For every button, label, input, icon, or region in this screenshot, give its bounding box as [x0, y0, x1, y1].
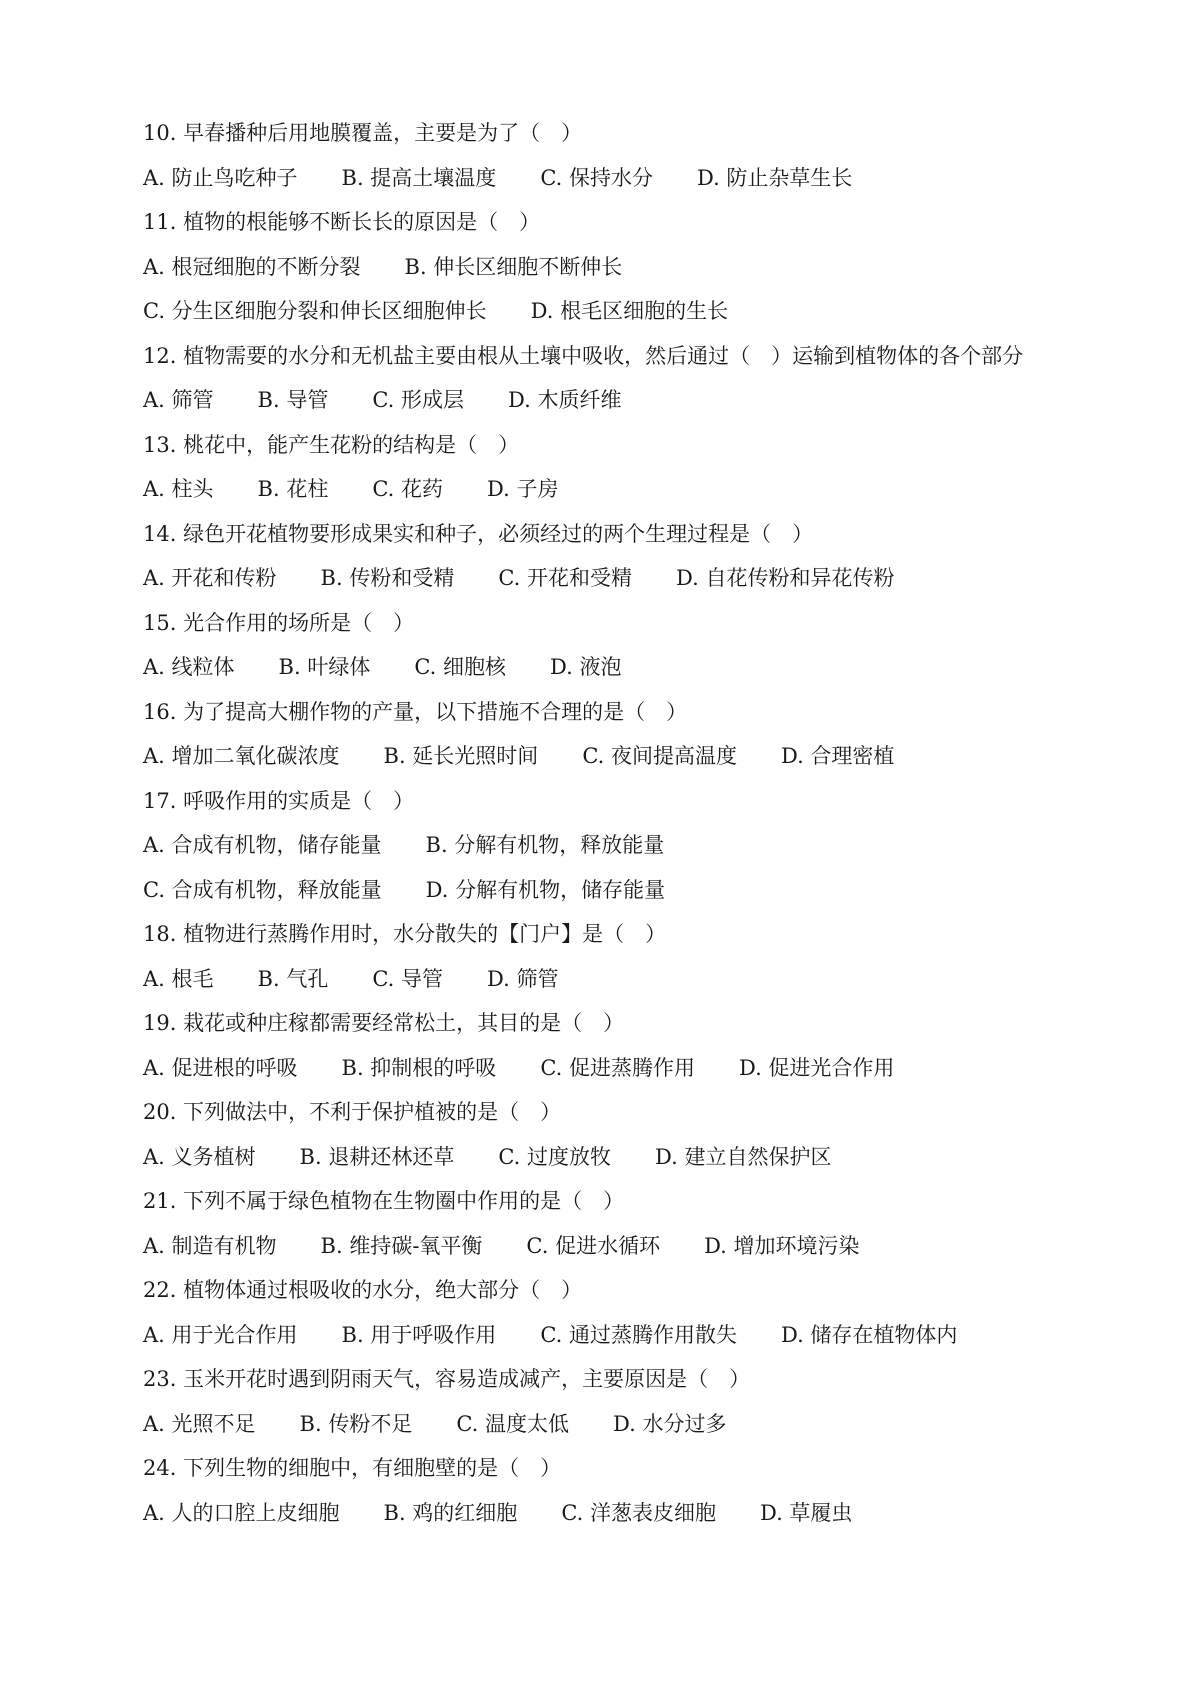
answer-option: C. 细胞核 — [414, 655, 506, 679]
answer-option: C. 温度太低 — [456, 1411, 569, 1436]
answer-option: A. 防止鸟吃种子 — [143, 165, 298, 190]
answer-option: D. 根毛区细胞的生长 — [530, 299, 729, 323]
answer-option: D. 自花传粉和异花传粉 — [676, 566, 895, 590]
question-block — [143, 1179, 1063, 1268]
answer-option: B. 导管 — [257, 388, 329, 412]
question-block — [143, 111, 1063, 200]
question-stem: 12. 植物需要的水分和无机盐主要由根从土壤中吸收，然后通过（ ）运输到植物体的各个部分 — [143, 343, 1024, 368]
question-block — [143, 601, 1063, 690]
option-row — [143, 1402, 1063, 1447]
option-row — [143, 156, 1063, 201]
question-block — [143, 1268, 1063, 1357]
answer-option: B. 分解有机物，释放能量 — [425, 833, 665, 857]
option-row — [143, 1313, 1063, 1358]
question-block — [143, 423, 1063, 512]
answer-option: A. 柱头 — [143, 477, 214, 501]
answer-option: B. 叶绿体 — [278, 655, 371, 679]
answer-option: B. 鸡的红细胞 — [383, 1500, 518, 1525]
answer-option: B. 伸长区细胞不断伸长 — [404, 254, 623, 279]
question-stem: 11. 植物的根能够不断长长的原因是（ ） — [143, 210, 541, 234]
option-row — [143, 957, 1063, 1002]
answer-option: A. 制造有机物 — [143, 1233, 277, 1258]
question-stem: 24. 下列生物的细胞中，有细胞壁的是（ ） — [143, 1456, 562, 1480]
answer-option: C. 开花和受精 — [498, 566, 632, 590]
answer-option: C. 过度放牧 — [498, 1144, 611, 1169]
option-row — [143, 1224, 1063, 1269]
answer-option: D. 子房 — [487, 477, 559, 501]
answer-option: C. 形成层 — [372, 388, 464, 412]
answer-option: B. 提高土壤温度 — [341, 165, 497, 190]
exam-page — [143, 111, 1063, 1535]
answer-option: D. 水分过多 — [613, 1411, 727, 1436]
answer-option: A. 线粒体 — [143, 655, 235, 679]
answer-option: A. 促进根的呼吸 — [143, 1055, 298, 1080]
answer-option: C. 保持水分 — [540, 165, 653, 190]
option-row — [143, 868, 1063, 913]
answer-option: C. 促进水循环 — [526, 1233, 661, 1258]
answer-option: D. 合理密植 — [780, 744, 895, 768]
question-stem: 22. 植物体通过根吸收的水分，绝大部分（ ） — [143, 1278, 583, 1302]
answer-option: C. 通过蒸腾作用散失 — [540, 1322, 737, 1347]
answer-option: D. 草履虫 — [759, 1500, 853, 1525]
answer-option: D. 增加环境污染 — [704, 1233, 860, 1258]
answer-option: A. 筛管 — [143, 388, 214, 412]
question-stem: 13. 桃花中，能产生花粉的结构是（ ） — [143, 432, 520, 457]
answer-option: D. 建立自然保护区 — [655, 1144, 832, 1169]
answer-option: A. 光照不足 — [143, 1411, 256, 1436]
question-stem: 21. 下列不属于绿色植物在生物圈中作用的是（ ） — [143, 1189, 625, 1213]
answer-option: C. 导管 — [372, 966, 443, 991]
answer-option: B. 维持碳-氧平衡 — [320, 1233, 483, 1258]
option-row — [143, 1135, 1063, 1180]
answer-option: D. 木质纤维 — [508, 388, 622, 412]
answer-option: C. 分生区细胞分裂和伸长区细胞伸长 — [143, 299, 487, 323]
answer-option: A. 增加二氧化碳浓度 — [143, 744, 340, 768]
answer-option: A. 人的口腔上皮细胞 — [143, 1500, 340, 1525]
question-block — [143, 512, 1063, 601]
answer-option: A. 根冠细胞的不断分裂 — [143, 254, 361, 279]
question-block — [143, 334, 1063, 423]
option-row — [143, 1491, 1063, 1536]
answer-option: D. 筛管 — [487, 966, 559, 991]
option-row — [143, 467, 1063, 512]
answer-option: D. 促进光合作用 — [738, 1055, 895, 1080]
question-block — [143, 1446, 1063, 1535]
question-stem: 14. 绿色开花植物要形成果实和种子，必须经过的两个生理过程是（ ） — [143, 521, 814, 546]
answer-option: C. 花药 — [372, 477, 443, 501]
question-stem: 19. 栽花或种庄稼都需要经常松土，其目的是（ ） — [143, 1011, 625, 1035]
question-block — [143, 912, 1063, 1001]
question-stem: 15. 光合作用的场所是（ ） — [143, 610, 415, 635]
answer-option: B. 抑制根的呼吸 — [341, 1055, 497, 1080]
option-row — [143, 556, 1063, 601]
answer-option: A. 开花和传粉 — [143, 566, 277, 590]
answer-option: A. 根毛 — [143, 966, 214, 991]
answer-option: B. 用于呼吸作用 — [341, 1322, 497, 1347]
answer-option: D. 防止杂草生长 — [696, 165, 853, 190]
question-stem: 16. 为了提高大棚作物的产量，以下措施不合理的是（ ） — [143, 699, 688, 724]
option-row — [143, 734, 1063, 779]
option-row — [143, 378, 1063, 423]
question-block — [143, 1001, 1063, 1090]
question-block — [143, 200, 1063, 334]
option-row — [143, 645, 1063, 690]
answer-option: C. 合成有机物，释放能量 — [143, 877, 382, 902]
answer-option: B. 传粉不足 — [299, 1411, 413, 1436]
answer-option: D. 液泡 — [550, 655, 622, 679]
answer-option: C. 夜间提高温度 — [582, 744, 737, 768]
option-row — [143, 289, 1063, 334]
question-block — [143, 690, 1063, 779]
answer-option: B. 延长光照时间 — [383, 744, 539, 768]
question-stem: 23. 玉米开花时遇到阴雨天气，容易造成减产，主要原因是（ ） — [143, 1367, 751, 1391]
question-block — [143, 1090, 1063, 1179]
answer-option: B. 传粉和受精 — [320, 566, 455, 590]
option-row — [143, 245, 1063, 290]
answer-option: B. 气孔 — [257, 966, 329, 991]
answer-option: C. 促进蒸腾作用 — [540, 1055, 695, 1080]
answer-option: A. 合成有机物，储存能量 — [143, 833, 382, 857]
question-stem: 17. 呼吸作用的实质是（ ） — [143, 788, 415, 813]
answer-option: A. 用于光合作用 — [143, 1322, 298, 1347]
answer-option: C. 洋葱表皮细胞 — [561, 1500, 716, 1525]
question-block — [143, 1357, 1063, 1446]
answer-option: A. 义务植树 — [143, 1144, 256, 1169]
question-stem: 20. 下列做法中，不利于保护植被的是（ ） — [143, 1100, 562, 1124]
question-stem: 10. 早春播种后用地膜覆盖，主要是为了（ ） — [143, 121, 583, 145]
answer-option: D. 储存在植物体内 — [780, 1322, 958, 1347]
question-stem: 18. 植物进行蒸腾作用时，水分散失的【门户】是（ ） — [143, 922, 667, 946]
question-block — [143, 779, 1063, 913]
answer-option: B. 花柱 — [257, 477, 329, 501]
answer-option: D. 分解有机物，储存能量 — [425, 877, 666, 902]
answer-option: B. 退耕还林还草 — [299, 1144, 455, 1169]
option-row — [143, 1046, 1063, 1091]
option-row — [143, 823, 1063, 868]
